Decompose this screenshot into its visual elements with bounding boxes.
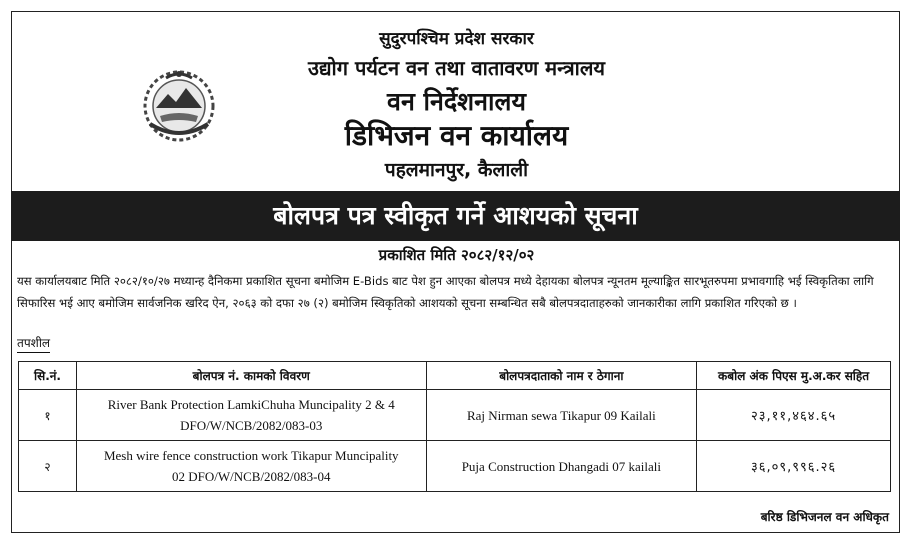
work-title: Mesh wire fence construction work Tikapur Muncipality [103,448,399,463]
details-label: तपशील [17,334,50,353]
header-bidder-name-address: बोलपत्रदाताको नाम र ठेगाना [426,362,697,390]
table-header-row [19,362,891,390]
serial-number: १ [19,390,77,441]
notice-title-banner: बोलपत्र पत्र स्वीकृत गर्ने आशयको सूचना [11,191,900,241]
header-location: पहलमानपुर, कैलाली [384,159,529,181]
header-serial-number: सि.नं. [19,362,77,390]
table-row [19,441,891,492]
header-government: सुदुरपश्चिम प्रदेश सरकार [379,29,534,49]
header-ministry: उद्योग पर्यटन वन तथा वातावरण मन्त्रालय [307,56,605,80]
published-date: प्रकाशित मिति २०८२/१२/०२ [378,246,535,264]
bid-amount: २३,११,४६४.६५ [697,390,891,441]
serial-number: २ [19,441,77,492]
bid-number: DFO/W/NCB/2082/083-03 [180,418,323,433]
signature-designation: बरिष्ठ डिभिजनल वन अधिकृत [760,510,889,524]
bid-amount: ३६,०९,९९६.२६ [697,441,891,492]
work-description [76,390,426,441]
table-row [19,390,891,441]
bidder-name: Puja Construction Dhangadi 07 kailali [426,441,697,492]
header-bid-amount: कबोल अंक पिएस मु.अ.कर सहित [697,362,891,390]
header-work-description: बोलपत्र नं. कामको विवरण [76,362,426,390]
bidder-name: Raj Nirman sewa Tikapur 09 Kailali [426,390,697,441]
work-title: River Bank Protection LamkiChuha Muncipality 2 & 4 [107,397,395,412]
header-office: डिभिजन वन कार्यालय [344,119,569,152]
header-directorate: वन निर्देशनालय [387,87,526,116]
bid-number: 02 DFO/W/NCB/2082/083-04 [171,469,331,484]
notice-body-text: यस कार्यालयबाट मिति २०८२/१०/२७ मध्यान्ह दैनिकमा प्रकाशित सूचना बमोजिम E-Bids बाट पेश हुन आएका बोलपत्र मध्ये देहायका बोलपत्र न्यूनतम मूल्याङ्कित सारभूतरुपमा प्रभावगाहि भई स्विकृतिका लागि सिफारिस भई आए बमोजिम सार्वजनिक खरिद ऐन, २०६३ को दफा २७ (२) बमोजिम स्विकृतिको आशयको सूचना सम्बन्धित सबै बोलपत्रदाताहरुको जानकारीका लागि प्रकाशित गरिएको छ । [17,274,874,310]
bid-acceptance-table [18,361,891,492]
work-description [76,441,426,492]
